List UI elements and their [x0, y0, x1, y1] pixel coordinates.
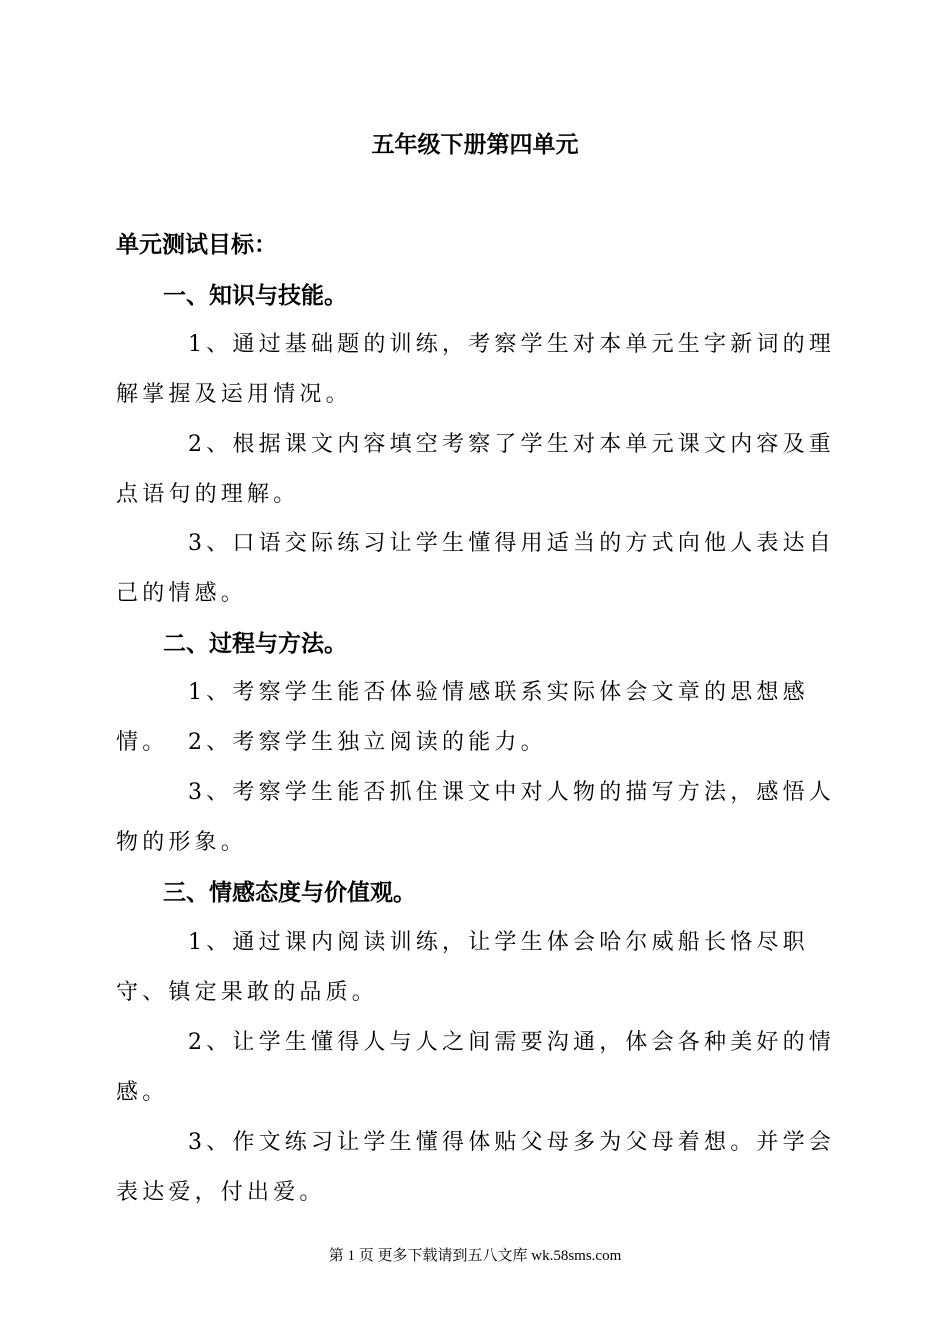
section-1-item-3: 3、口语交际练习让学生懂得用适当的方式向他人表达自己的情感。	[116, 531, 835, 606]
unit-test-goals-heading: 单元测试目标：	[116, 231, 277, 258]
section-2-item-3: 3、考察学生能否抓住课文中对人物的描写方法，感悟人物的形象。	[116, 780, 835, 855]
document-title: 五年级下册第四单元	[371, 131, 579, 158]
section-1-item-2: 2、根据课文内容填空考察了学生对本单元课文内容及重点语句的理解。	[116, 432, 835, 507]
section-2-item-1: 1、考察学生能否体验情感联系实际体会文章的思想感情。	[116, 680, 809, 755]
section-heading-knowledge-skills: 一、知识与技能。	[163, 283, 347, 309]
section-3-item-2: 2、让学生懂得人与人之间需要沟通，体会各种美好的情感。	[116, 1030, 835, 1105]
section-heading-process-methods: 二、过程与方法。	[163, 631, 347, 657]
section-heading-emotions-values: 三、情感态度与价值观。	[163, 880, 416, 906]
page-footer: 第 1 页 更多下载请到五八文库 wk.58sms.com	[328, 1248, 622, 1264]
section-3-item-1: 1、通过课内阅读训练，让学生体会哈尔威船长恪尽职守、镇定果敢的品质。	[116, 930, 809, 1005]
section-3-item-3: 3、作文练习让学生懂得体贴父母多为父母着想。并学会表达爱，付出爱。	[116, 1130, 835, 1205]
section-2-item-2: 2、考察学生独立阅读的能力。	[188, 730, 547, 755]
section-1-item-1: 1、通过基础题的训练，考察学生对本单元生字新词的理解掌握及运用情况。	[116, 332, 835, 407]
